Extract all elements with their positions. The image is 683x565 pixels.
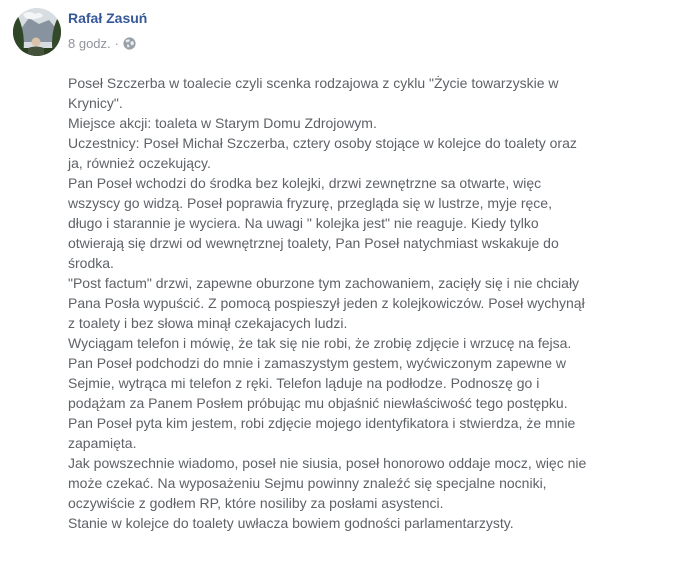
- post-text-line: środka.: [68, 255, 114, 271]
- post-text-line: Jak powszechnie wiadomo, poseł nie siusia, poseł honorowo oddaje mocz, więc nie: [68, 455, 587, 471]
- post-text-line: podążam za Panem Posłem próbując mu objaśnić niewłaściwość tego postępku.: [68, 395, 568, 411]
- globe-public-icon: [123, 37, 136, 50]
- post-text-line: oczywiście z godłem RP, które nosiliby za posłami asystenci.: [68, 495, 444, 511]
- post-text: [68, 73, 673, 533]
- post-text-line: Uczestnicy: Poseł Michał Szczerba, cztery osoby stojące w kolejce do toalety oraz: [68, 135, 577, 151]
- avatar[interactable]: [13, 8, 61, 56]
- post-text-line: długo i starannie je wyciera. Na uwagi " kolejka jest" nie reaguje. Kiedy tylko: [68, 215, 539, 231]
- post-paragraph: [68, 453, 673, 513]
- post-text-line: Stanie w kolejce do toalety uwłacza bowiem godności parlamentarzysty.: [68, 515, 514, 531]
- post-text-line: Miejsce akcji: toaleta w Starym Domu Zdrojowym.: [68, 115, 377, 131]
- post-text-line: Wyciągam telefon i mówię, że tak się nie robi, że zrobię zdjęcie i wrzucę na fejsa.: [68, 335, 572, 351]
- post-text-line: Sejmie, wytrąca mi telefon z ręki. Telefon ląduje na podłodze. Podnoszę go i: [68, 375, 540, 391]
- post-text-line: Krynicy".: [68, 95, 123, 111]
- post-text-line: może czekać. Na wyposażeniu Sejmu powinny znaleźć się specjalne nocniki,: [68, 475, 547, 491]
- timestamp-link[interactable]: 8 godz.: [68, 36, 111, 51]
- meta-separator: ·: [114, 36, 119, 51]
- post-paragraph: [68, 273, 673, 333]
- post-text-line: Pan Poseł wchodzi do środka bez kolejki, drzwi zewnętrzne sa otwarte, więc: [68, 175, 542, 191]
- post-text-line: "Post factum" drzwi, zapewne oburzone tym zachowaniem, zacięły się i nie chciały: [68, 275, 580, 291]
- post-text-line: z toalety i bez słowa minął czekajacych ludzi.: [68, 315, 348, 331]
- post-paragraph: [68, 413, 673, 453]
- post-text-line: otwierają się drzwi od wewnętrznej toalety, Pan Poseł natychmiast wskakuje do: [68, 235, 559, 251]
- post-text-line: Poseł Szczerba w toalecie czyli scenka rodzajowa z cyklu "Życie towarzyskie w: [68, 75, 559, 91]
- post-text-line: ja, również oczekujący.: [68, 155, 211, 171]
- post-paragraph: [68, 133, 673, 173]
- post-text-line: zapamięta.: [68, 435, 137, 451]
- post-paragraph: [68, 333, 673, 353]
- post-paragraph: [68, 513, 673, 533]
- post-paragraph: [68, 353, 673, 413]
- post-paragraph: [68, 173, 673, 273]
- avatar-image: [13, 8, 61, 56]
- post-paragraph: [68, 73, 673, 113]
- post-text-line: Pan Poseł podchodzi do mnie i zamaszystym gestem, wyćwiczonym zapewne w: [68, 355, 566, 371]
- post-text-line: Pana Posła wypuścić. Z pomocą pospieszył jeden z kolejkowiczów. Poseł wychynął: [68, 295, 585, 311]
- post-text-line: Pan Poseł pyta kim jestem, robi zdjęcie mojego identyfikatora i stwierdza, że mnie: [68, 415, 576, 431]
- post-paragraph: [68, 113, 673, 133]
- post-text-line: wszyscy go widzą. Poseł poprawia fryzurę, przegląda się w lustrze, myje ręce,: [68, 195, 552, 211]
- post-meta: [68, 35, 136, 52]
- author-name-link[interactable]: Rafał Zasuń: [68, 10, 148, 26]
